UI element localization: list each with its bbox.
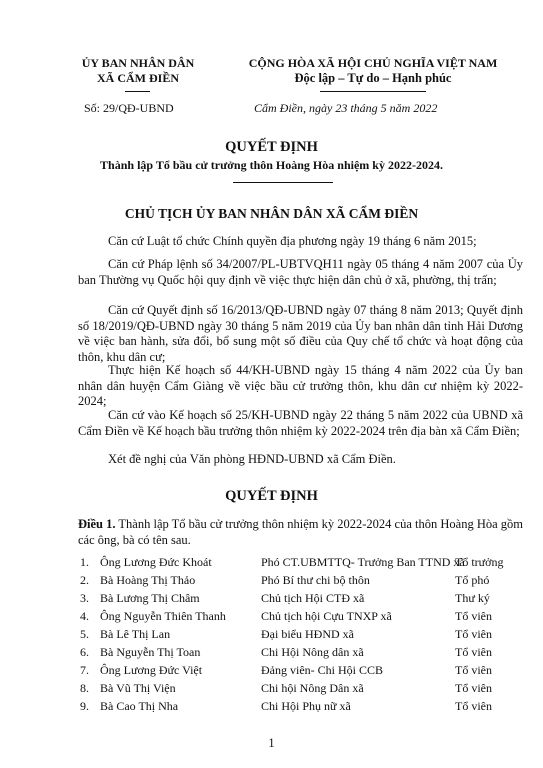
national-motto [228, 56, 518, 86]
member-name: Bà Lê Thị Lan [100, 627, 171, 641]
preamble-paragraph: Căn cứ Quyết định số 16/2013/QĐ-UBND ngày 07 tháng 8 năm 2013; Quyết định số 18/2019/QĐ-UBND ngày 30 tháng 5 năm 2019 của Ủy ban nhân dân tỉnh Hải Dương về việc ban hành, sửa đổi, bổ sung một số điều của Quy chế tổ chức và hoạt động của thôn, khu dân cư; [78, 303, 523, 364]
member-role: Tổ viên [455, 609, 492, 623]
nation-line-1: CỘNG HÒA XÃ HỘI CHỦ NGHĨA VIỆT NAM [248, 56, 498, 70]
member-row [80, 555, 520, 573]
article-1-text: Thành lập Tổ bầu cử trưởng thôn nhiệm kỳ 2022-2024 của thôn Hoàng Hòa gồm các ông, bà có tên sau. [78, 517, 524, 547]
member-row [80, 609, 520, 627]
member-name: Ông Lương Đức Việt [100, 663, 203, 677]
member-number: 7. [80, 663, 89, 677]
member-row [80, 573, 520, 591]
member-number: 5. [80, 627, 89, 641]
preamble-paragraph: Căn cứ Luật tổ chức Chính quyền địa phương ngày 19 tháng 6 năm 2015; [108, 234, 477, 248]
member-row [80, 663, 520, 681]
member-position: Chi hội Nông Dân xã [261, 681, 364, 695]
issuing-authority: CHỦ TỊCH ỦY BAN NHÂN DÂN XÃ CẨM ĐIỀN [124, 206, 419, 221]
member-list [80, 555, 520, 717]
member-position: Phó CT.UBMTTQ- Trưởng Ban TTND xã [261, 555, 465, 569]
member-position: Chủ tịch hội Cựu TNXP xã [261, 609, 392, 623]
member-row [80, 591, 520, 609]
member-position: Chủ tịch Hội CTĐ xã [261, 591, 365, 605]
member-position: Chi Hội Phụ nữ xã [261, 699, 351, 713]
article-1-label: Điều 1. [78, 517, 116, 531]
member-row [80, 681, 520, 699]
member-name: Bà Lương Thị Châm [100, 591, 200, 605]
member-role: Tổ viên [455, 663, 492, 677]
member-role: Tổ viên [455, 681, 492, 695]
member-position: Đảng viên- Chi Hội CCB [261, 663, 383, 677]
member-number: 8. [80, 681, 89, 695]
member-number: 3. [80, 591, 89, 605]
motto-underline [320, 91, 426, 92]
preamble-paragraph: Căn cứ vào Kế hoạch số 25/KH-UBND ngày 22 tháng 5 năm 2022 của UBND xã Cẩm Điền về Kế hoạch bầu trưởng thôn nhiệm kỳ 2022-2024 trên địa bàn xã Cẩm Điền; [78, 408, 523, 438]
member-role: Tổ viên [455, 645, 492, 659]
nation-line-2: Độc lập – Tự do – Hạnh phúc [294, 71, 452, 85]
member-role: Tổ trưởng [455, 555, 504, 569]
member-name: Bà Nguyễn Thị Toan [100, 645, 201, 659]
decision-heading: QUYẾT ĐỊNH [225, 488, 318, 504]
member-role: Tổ phó [455, 573, 490, 587]
page-number: 1 [268, 736, 275, 750]
member-role: Tổ viên [455, 699, 492, 713]
member-number: 6. [80, 645, 89, 659]
member-number: 4. [80, 609, 89, 623]
document-number: Số: 29/QĐ-UBND [84, 101, 174, 115]
member-name: Bà Hoàng Thị Thảo [100, 573, 196, 587]
member-role: Thư ký [455, 591, 490, 605]
issuing-agency [64, 56, 212, 86]
agency-underline [125, 91, 150, 92]
member-position: Đại biểu HĐND xã [261, 627, 354, 641]
document-title: QUYẾT ĐỊNH [225, 139, 318, 155]
member-name: Ông Lương Đức Khoát [100, 555, 212, 569]
agency-line-1: ỦY BAN NHÂN DÂN [81, 56, 195, 70]
document-subtitle: Thành lập Tổ bầu cử trưởng thôn Hoàng Hòa nhiệm kỳ 2022-2024. [100, 158, 443, 172]
article-1 [78, 517, 523, 548]
member-position: Chi Hội Nông dân xã [261, 645, 364, 659]
agency-line-2: XÃ CẨM ĐIỀN [97, 71, 179, 85]
member-number: 9. [80, 699, 89, 713]
place-and-date: Cẩm Điền, ngày 23 tháng 5 năm 2022 [254, 101, 438, 115]
preamble-paragraph: Thực hiện Kế hoạch số 44/KH-UBND ngày 15 tháng 4 năm 2022 của Ủy ban nhân dân huyện Cẩm Giàng về việc bầu cử trưởng thôn, khu dân cư nhiệm kỳ 2022-2024; [78, 363, 523, 408]
preamble-paragraph: Xét đề nghị của Văn phòng HĐND-UBND xã Cẩm Điền. [108, 452, 396, 466]
member-name: Bà Vũ Thị Viện [100, 681, 176, 695]
member-row [80, 645, 520, 663]
subtitle-underline [233, 182, 333, 183]
member-number: 1. [80, 555, 89, 569]
member-name: Ông Nguyễn Thiên Thanh [100, 609, 226, 623]
member-position: Phó Bí thư chi bộ thôn [261, 573, 370, 587]
member-name: Bà Cao Thị Nha [100, 699, 179, 713]
member-number: 2. [80, 573, 89, 587]
member-row [80, 627, 520, 645]
member-role: Tổ viên [455, 627, 492, 641]
member-row [80, 699, 520, 717]
preamble-paragraph: Căn cứ Pháp lệnh số 34/2007/PL-UBTVQH11 ngày 05 tháng 4 năm 2007 của Ủy ban Thường vụ Quốc hội quy định về việc thực hiện dân chủ ở xã, phường, thị trấn; [78, 257, 523, 287]
